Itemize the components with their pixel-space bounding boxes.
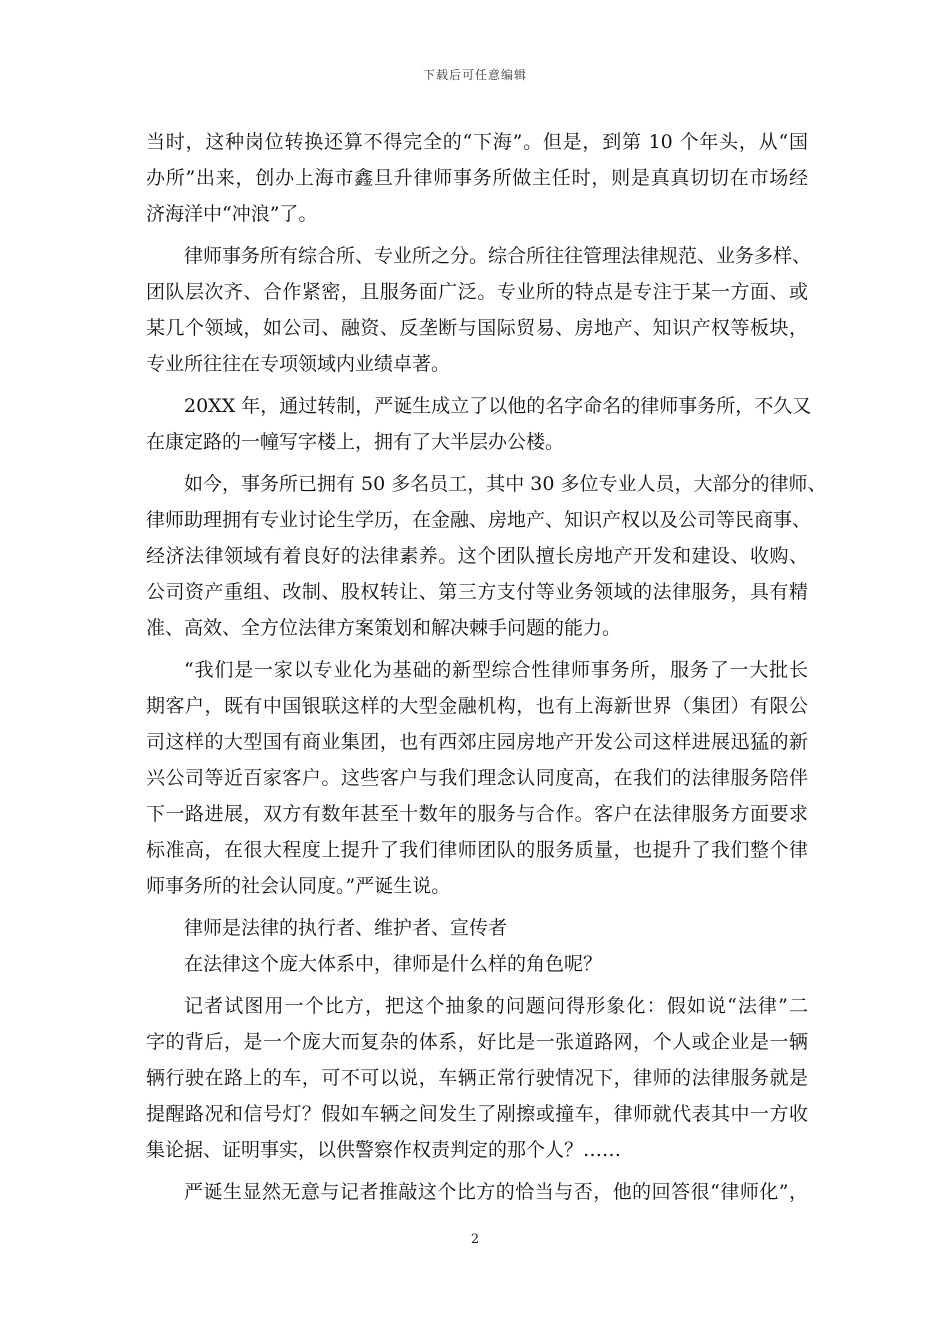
text-line: 严诞生显然无意与记者推敲这个比方的恰当与否，他的回答很“律师化”， — [184, 1181, 808, 1203]
text-line: 下一路进展，双方有数年甚至十数年的服务与合作。客户在法律服务方面要求 — [146, 803, 808, 825]
text-line: 律师助理拥有专业讨论生学历，在金融、房地产、知识产权以及公司等民商事、 — [146, 509, 812, 531]
paragraph — [146, 910, 808, 946]
page-header: 下载后可任意编辑 — [422, 68, 527, 82]
text-line: 标准高，在很大程度上提升了我们律师团队的服务质量，也提升了我们整个律 — [146, 839, 808, 861]
text-line: 经济法律领域有着良好的法律素养。这个团队擅长房地产开发和建设、收购、 — [146, 545, 808, 567]
paragraph — [146, 238, 812, 382]
text-line: 20XX 年，通过转制，严诞生成立了以他的名字命名的律师事务所，不久又 — [184, 395, 812, 417]
text-line: 师事务所的社会认同度。”严诞生说。 — [146, 875, 451, 897]
text-line: 集论据、证明事实，以供警察作权责判定的那个人？…… — [146, 1139, 622, 1161]
text-line: 当时，这种岗位转换还算不得完全的“下海”。但是，到第 10 个年头，从“国 — [146, 131, 808, 153]
text-line: 专业所往往在专项领域内业绩卓著。 — [146, 353, 451, 375]
text-line: 办所”出来，创办上海市鑫旦升律师事务所做主任时，则是真真切切在市场经 — [146, 167, 808, 189]
text-line: 司这样的大型国有商业集团，也有西郊庄园房地产开发公司这样进展迅猛的新 — [146, 731, 808, 753]
section-heading: 律师是法律的执行者、维护者、宣传者 — [184, 917, 508, 939]
text-line: 在康定路的一幢写字楼上，拥有了大半层办公楼。 — [146, 431, 565, 453]
text-line: 期客户，既有中国银联这样的大型金融机构，也有上海新世界（集团）有限公 — [146, 695, 808, 717]
text-line: 团队层次齐、合作紧密，且服务面广泛。专业所的特点是专注于某一方面、或 — [146, 281, 808, 303]
text-line: 某几个领域，如公司、融资、反垄断与国际贸易、房地产、知识产权等板块， — [146, 317, 808, 339]
text-line: 公司资产重组、改制、股权转让、第三方支付等业务领域的法律服务，具有精 — [146, 581, 808, 603]
text-line: 兴公司等近百家客户。这些客户与我们理念认同度高，在我们的法律服务陪伴 — [146, 767, 808, 789]
paragraph — [146, 466, 827, 646]
page-number: 2 — [470, 1232, 480, 1247]
text-line: 字的背后，是一个庞大而复杂的体系，好比是一张道路网，个人或企业是一辆 — [146, 1031, 808, 1053]
paragraph — [146, 946, 808, 982]
text-line: 辆行驶在路上的车，可不可以说，车辆正常行驶情况下，律师的法律服务就是 — [146, 1067, 808, 1089]
text-line: 律师事务所有综合所、专业所之分。综合所往往管理法律规范、业务多样、 — [184, 245, 812, 267]
text-line: 准、高效、全方位法律方案策划和解决棘手问题的能力。 — [146, 617, 622, 639]
paragraph — [146, 988, 808, 1168]
paragraph — [146, 652, 808, 904]
paragraph — [146, 124, 808, 232]
text-line: 在法律这个庞大体系中，律师是什么样的角色呢？ — [184, 953, 603, 975]
text-line: 济海洋中“冲浪”了。 — [146, 203, 318, 225]
text-line: “我们是一家以专业化为基础的新型综合性律师事务所，服务了一大批长 — [184, 659, 808, 681]
text-line: 记者试图用一个比方，把这个抽象的问题问得形象化：假如说“法律”二 — [184, 995, 808, 1017]
text-line: 如今，事务所已拥有 50 多名员工，其中 30 多位专业人员，大部分的律师、 — [184, 473, 827, 495]
paragraph — [146, 388, 812, 460]
document-body — [146, 124, 827, 1210]
text-line: 提醒路况和信号灯？假如车辆之间发生了剐擦或撞车，律师就代表其中一方收 — [146, 1103, 808, 1125]
paragraph — [146, 1174, 808, 1210]
